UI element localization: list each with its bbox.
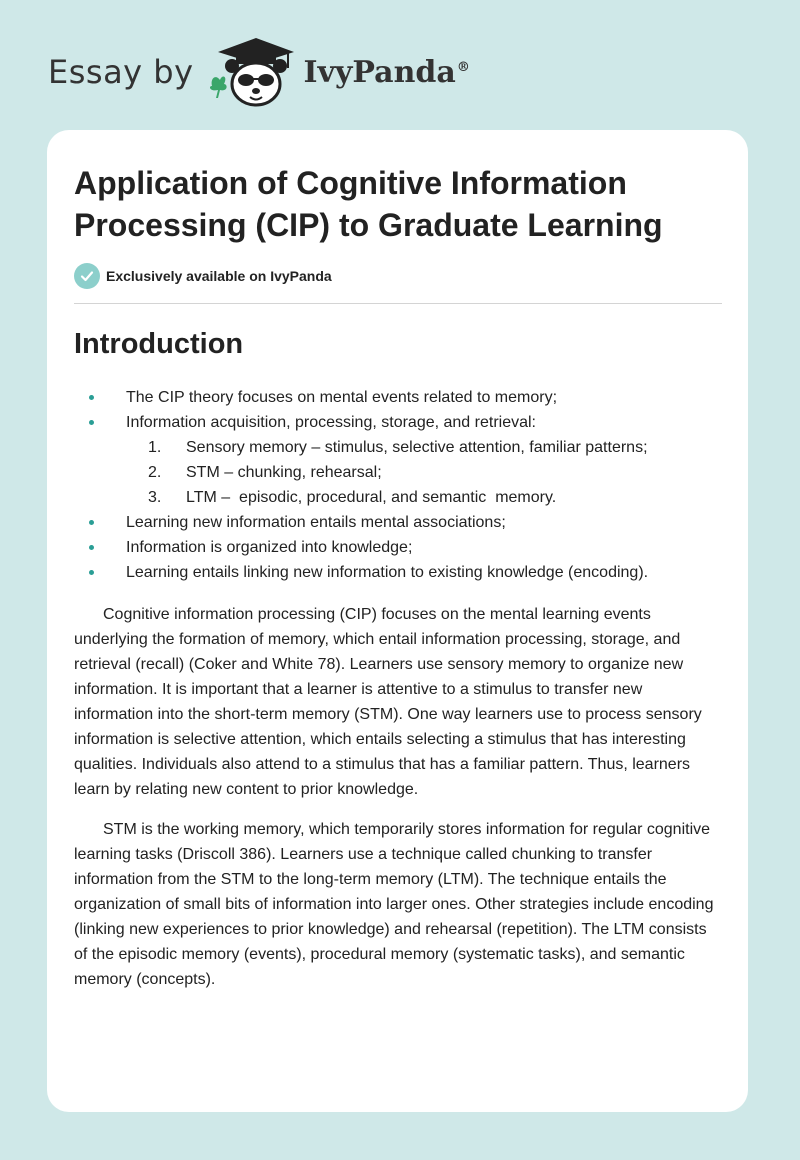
divider: [74, 303, 722, 304]
sub-list-item: 3. LTM – episodic, procedural, and semantic memory.: [74, 485, 724, 510]
body-paragraph: STM is the working memory, which temporarily stores information for regular cognitive learning tasks (Driscoll 386). Learners use a technique called chunking to transfer information from the STM to the long-term memory (LTM). The technique entails the organization of small bits of information into larger ones. Other strategies include encoding (linking new experiences to prior knowledge) and rehearsal (repetition). The LTM consists of the episodic memory (events), procedural memory (systematic tasks), and semantic memory (concepts).: [74, 821, 714, 988]
brand-header: [48, 36, 470, 108]
list-item: Learning entails linking new information to existing knowledge (encoding).: [74, 560, 724, 585]
list-number: 1.: [148, 439, 162, 456]
essay-title: Application of Cognitive Information Processing (CIP) to Graduate Learning: [74, 165, 663, 243]
bullet-icon: [89, 395, 94, 400]
bullet-icon: [89, 420, 94, 425]
section-heading: Introduction: [74, 328, 244, 360]
list-item: Learning new information entails mental associations;: [74, 510, 724, 535]
panda-graduate-icon[interactable]: [208, 36, 298, 108]
essay-card: [47, 130, 748, 1112]
bullet-icon: [89, 520, 94, 525]
list-item: Information is organized into knowledge;: [74, 535, 724, 560]
brand-prefix: Essay by: [48, 53, 194, 91]
intro-list: [74, 385, 724, 585]
bullet-icon: [89, 545, 94, 550]
badge-text: Exclusively available on IvyPanda: [106, 268, 332, 284]
check-circle-icon: [74, 263, 100, 289]
list-number: 2.: [148, 464, 162, 481]
availability-badge: [74, 263, 332, 289]
sub-list-item: 2. STM – chunking, rehearsal;: [74, 460, 724, 485]
list-number: 3.: [148, 489, 162, 506]
list-item: Information acquisition, processing, storage, and retrieval:: [74, 410, 724, 435]
bullet-icon: [89, 570, 94, 575]
body-paragraph: Cognitive information processing (CIP) focuses on the mental learning events underlying the formation of memory, which entail information processing, storage, and retrieval (recall) (Coker and White 78). Learners use sensory memory to organize new information. It is important that a learner is attentive to a stimulus to transfer new information into the short-term memory (STM). One way learners use to process sensory information is selective attention, which entails selecting a stimulus that has interesting qualities. Individuals also attend to a stimulus that has a familiar pattern. Thus, learners learn by relating new content to prior knowledge.: [74, 606, 702, 798]
sub-list-item: 1. Sensory memory – stimulus, selective attention, familiar patterns;: [74, 435, 724, 460]
brand-name[interactable]: IvyPanda®: [303, 54, 470, 90]
list-item: The CIP theory focuses on mental events related to memory;: [74, 385, 724, 410]
registered-mark: ®: [456, 59, 470, 75]
